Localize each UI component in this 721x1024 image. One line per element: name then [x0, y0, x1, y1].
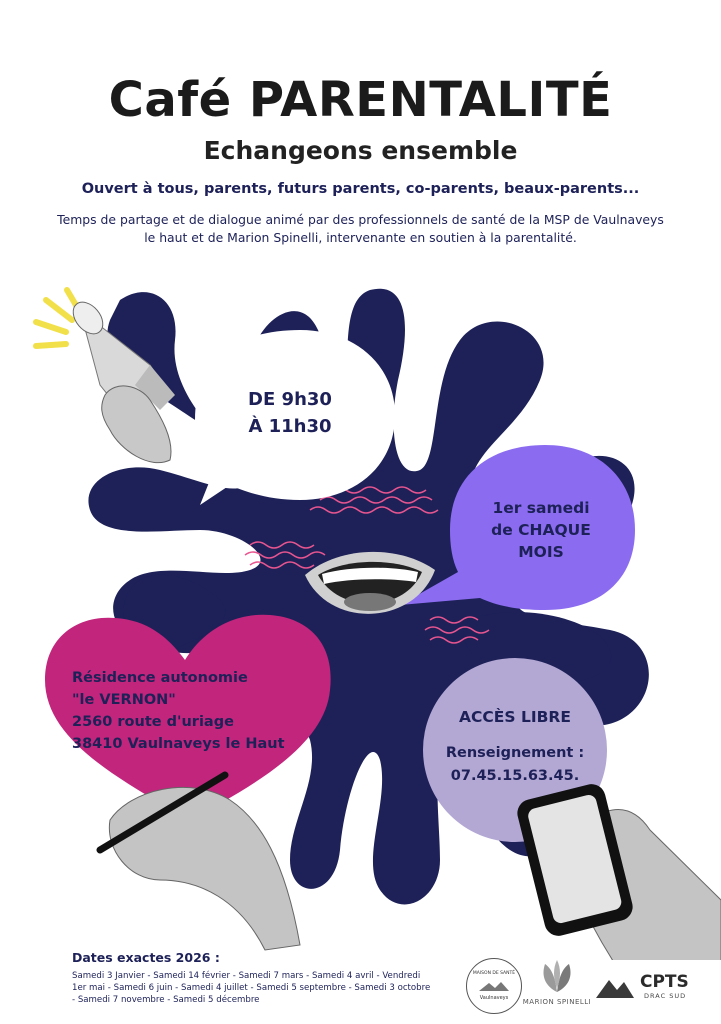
msp-logo: [466, 958, 522, 1014]
dates-list: Samedi 3 Janvier - Samedi 14 février - Samedi 7 mars - Samedi 4 avril - Vendredi 1er mai - Samedi 6 juin - Samedi 4 juillet - Samedi 5 septembre - Samedi 3 octobre - Samedi 7 novembre - Samedi 5 décembre: [72, 971, 431, 1005]
spinelli-logo: [522, 958, 592, 1006]
address-line-3: 2560 route d'uriage: [72, 714, 234, 730]
phone-number: 07.45.15.63.45.: [450, 768, 580, 784]
address-line-1: Résidence autonomie: [72, 670, 248, 686]
cpts-logo-sub: DRAC SUD: [644, 992, 687, 1000]
msp-logo-line-2: Vaulnaveys: [479, 995, 509, 1001]
cpts-logo-text: CPTS: [640, 972, 689, 992]
pen-hand-illustration: [100, 775, 300, 950]
cpts-logo: [596, 970, 706, 1004]
info-label: Renseignement :: [445, 745, 585, 761]
spinelli-logo-text: MARION SPINELLI: [522, 998, 592, 1006]
dates-title: Dates exactes 2026 :: [72, 950, 220, 965]
address-text: [72, 667, 332, 755]
frequency-line-3: MOIS: [518, 543, 564, 561]
audience-line: Ouvert à tous, parents, futurs parents, co-parents, beaux-parents...: [81, 181, 640, 197]
poster-title: Café PARENTALITÉ: [108, 72, 613, 128]
contact-info: [420, 742, 610, 788]
description: Temps de partage et de dialogue animé par des professionnels de santé de la MSP de Vaulnaveys le haut et de Marion Spinelli, intervenante en soutien à la parentalité.: [57, 212, 664, 245]
frequency-line-2: de CHAQUE: [491, 521, 591, 539]
time-end: À 11h30: [248, 416, 332, 437]
time-text: [210, 386, 370, 440]
poster-subtitle: Echangeons ensemble: [203, 136, 518, 165]
illustration: [0, 270, 721, 960]
frequency-text: [456, 497, 626, 563]
address-line-2: "le VERNON": [72, 692, 176, 708]
cpts-mountain-icon: [596, 974, 634, 998]
access-label: ACCÈS LIBRE: [459, 708, 571, 726]
msp-logo-line-1: MAISON DE SANTÉ: [472, 971, 516, 976]
mountain-icon: [479, 981, 509, 991]
time-start: DE 9h30: [248, 389, 332, 410]
leaf-icon: [537, 958, 577, 994]
phone-hand-illustration: [514, 781, 721, 960]
address-line-4: 38410 Vaulnaveys le Haut: [72, 736, 285, 752]
frequency-line-1: 1er samedi: [492, 499, 590, 517]
